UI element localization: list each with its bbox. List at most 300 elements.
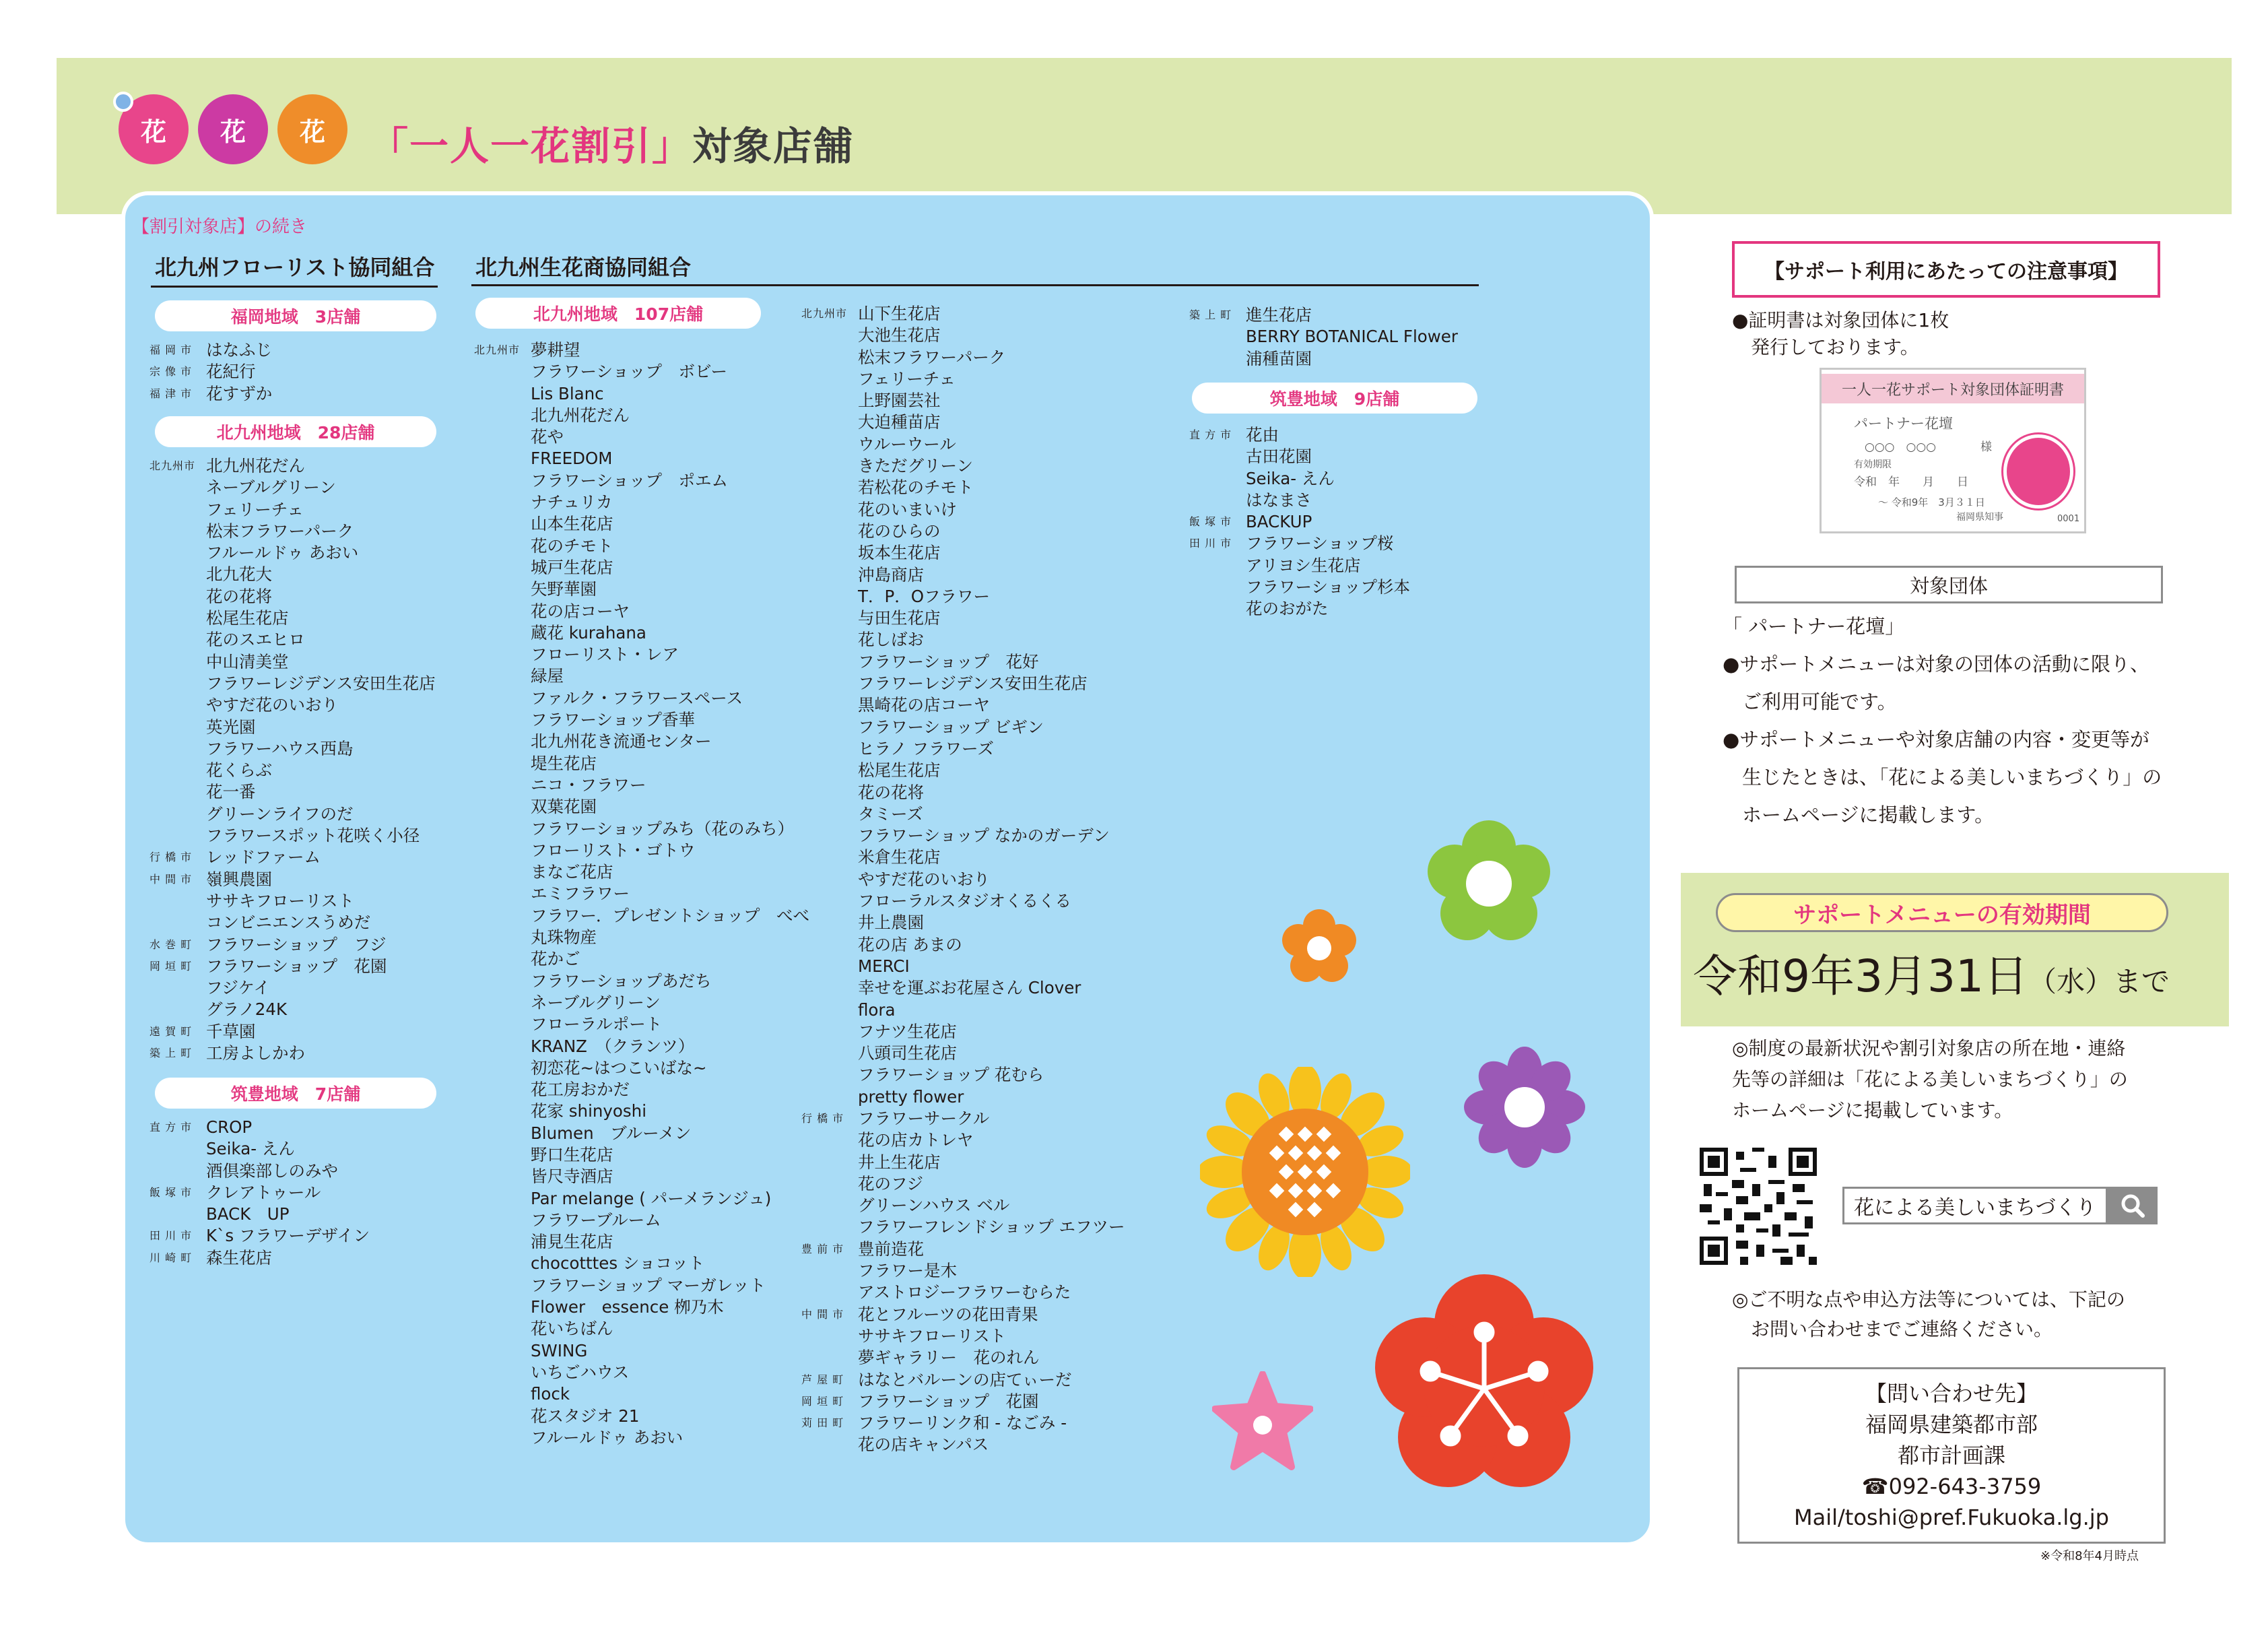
- shop-name: 花や: [531, 427, 564, 447]
- shop-name: Lis Blanc: [531, 383, 604, 403]
- shop-row: [474, 731, 809, 752]
- shop-name: 松尾生花店: [206, 608, 289, 628]
- shop-row: [801, 1173, 1125, 1195]
- shop-row: [801, 999, 1125, 1021]
- shop-name: 進生花店: [1246, 305, 1312, 325]
- shop-name: 花の店 あまの: [858, 934, 962, 954]
- city-label: 行 橋 市: [801, 1111, 844, 1125]
- shop-name: やすだ花のいおり: [206, 695, 338, 715]
- shop-row: [474, 1057, 809, 1079]
- shop-row: [801, 1195, 1125, 1216]
- shop-row: [1189, 326, 1458, 348]
- shop-name: グリーンライフのだ: [206, 803, 354, 824]
- shop-row: [801, 434, 1125, 455]
- group-title-seika: 北九州生花商協同組合: [475, 255, 692, 280]
- shop-row: [149, 781, 436, 803]
- shop-name: まなご花店: [531, 862, 613, 882]
- shop-name: 幸せを運ぶお花屋さん Clover: [858, 978, 1081, 998]
- notice-text: ●証明書は対象団体に1枚 発行しております。: [1732, 309, 1949, 358]
- shop-row: [149, 890, 436, 912]
- city-label: 中 間 市: [801, 1307, 844, 1321]
- search-input[interactable]: 花による美しいまちづくり: [1842, 1187, 2108, 1224]
- shop-row: [474, 775, 809, 796]
- pink-star-flower-icon: [1212, 1371, 1313, 1472]
- certificate-seal-logo: [2003, 434, 2073, 508]
- shop-name: 千草園: [206, 1021, 256, 1041]
- shop-name: 松末フラワーパーク: [858, 347, 1006, 367]
- shop-row: [474, 818, 809, 840]
- shop-row: [801, 586, 1125, 607]
- shop-row: [801, 390, 1125, 412]
- city-label: 田 川 市: [1189, 537, 1232, 550]
- shop-name: 花いちばん: [531, 1319, 613, 1339]
- shop-row: [801, 477, 1125, 498]
- group-rule: [471, 284, 1479, 286]
- shop-row: [474, 1014, 809, 1035]
- shop-name: 花の店カトレヤ: [858, 1130, 974, 1150]
- shop-list-fukuoka: [149, 339, 272, 405]
- region-chikuho: 筑豊地域 7店舗: [155, 1078, 436, 1109]
- shop-name: 皆尺寺酒店: [531, 1167, 613, 1187]
- shop-row: [801, 542, 1125, 564]
- purple-flower-icon: [1461, 1045, 1588, 1169]
- shop-name: フラワーレジデンス安田生花店: [858, 674, 1088, 694]
- shop-name: フラワーショップ 花園: [858, 1391, 1039, 1411]
- shop-name: フェリーチェ: [858, 368, 956, 389]
- city-label: 北九州市: [149, 459, 196, 472]
- certificate-sample: [1820, 368, 2086, 533]
- shop-name: フローラルポート: [531, 1014, 663, 1035]
- shop-name: フラワーレジデンス安田生花店: [206, 673, 436, 693]
- shop-name: Seika- えん: [1246, 468, 1335, 488]
- shop-name: アリヨシ生花店: [1246, 555, 1361, 575]
- shop-row: [474, 992, 809, 1014]
- shop-name: 花一番: [206, 782, 256, 802]
- city-label: 宗 像 市: [149, 365, 193, 379]
- shop-row: [474, 796, 809, 818]
- shop-row: [474, 1406, 809, 1427]
- latest-info-text: ◎制度の最新状況や割引対象店の所在地・連絡 先等の詳細は「花による美しいまちづくり」の ホームページに掲載しています。: [1732, 1037, 2128, 1121]
- shop-row: [801, 1043, 1125, 1064]
- city-label: 芦 屋 町: [801, 1373, 844, 1386]
- shop-row: [474, 1253, 809, 1274]
- shop-row: [474, 426, 809, 448]
- shop-row: [149, 1117, 370, 1138]
- shop-name: flora: [858, 999, 896, 1020]
- shop-name: 花スタジオ 21: [531, 1406, 640, 1426]
- shop-name: フラワーショップ ビギン: [858, 717, 1044, 737]
- shop-name: レッドファーム: [206, 847, 321, 867]
- shop-row: [149, 738, 436, 760]
- shop-row: [474, 948, 809, 970]
- shop-name: 古田花園: [1246, 447, 1312, 467]
- shop-name: flock: [531, 1384, 570, 1404]
- shop-row: [801, 455, 1125, 477]
- shop-name: 花のひらの: [858, 521, 941, 541]
- shop-row: [1189, 348, 1458, 370]
- shop-row: [801, 1304, 1125, 1325]
- shop-row: [474, 383, 809, 405]
- target-description: 「 パートナー花壇」 ●サポートメニューは対象の団体の活動に限り、 ご利用可能です。 ●サポートメニューや対象店舗の内容・変更等が 生じたときは、「花による美しいまちづくり」の ホームページに掲載します。: [1723, 615, 2162, 826]
- shop-row: [474, 405, 809, 426]
- shop-row: [474, 1362, 809, 1383]
- shop-name: 花かご: [531, 949, 580, 969]
- shop-name: フラワーショップ ボビー: [531, 362, 728, 382]
- shop-row: [474, 927, 809, 948]
- shop-name: 初恋花~はつこいばな~: [531, 1057, 707, 1078]
- shop-row: [801, 1260, 1125, 1282]
- contact-phone[interactable]: ☎092-643-3759: [1861, 1474, 2042, 1499]
- shop-row: [149, 1204, 370, 1225]
- shop-name: フローリスト・ゴトウ: [531, 840, 696, 860]
- shop-name: フラワーサークル: [858, 1108, 990, 1128]
- period-date: 令和9年3月31日（水）まで: [1693, 950, 2170, 1002]
- shop-name: 蔵花 kurahana: [531, 622, 646, 643]
- shop-row: [149, 607, 436, 629]
- shop-list-seika-3: [1189, 304, 1458, 370]
- shop-row: [801, 890, 1125, 912]
- shop-name: 花由: [1246, 425, 1279, 445]
- shop-row: [801, 760, 1125, 781]
- shop-name: Par melange ( パーメランジュ): [531, 1188, 772, 1208]
- shop-row: [801, 977, 1125, 999]
- shop-name: 野口生花店: [531, 1144, 613, 1164]
- shop-name: フローラルスタジオくるくる: [858, 891, 1072, 911]
- shop-name: フラワーショップ 花好: [858, 651, 1039, 671]
- shop-row: [474, 535, 809, 557]
- shop-name: 坂本生花店: [858, 543, 941, 563]
- shop-name: 花のフジ: [858, 1173, 924, 1193]
- shop-row: [801, 934, 1125, 956]
- shop-row: [474, 361, 809, 383]
- shop-name: 井上農園: [858, 913, 924, 933]
- shop-row: [474, 513, 809, 535]
- shop-row: [1189, 468, 1410, 490]
- shop-row: [474, 601, 809, 622]
- region-seika-chikuho: 筑豊地域 9店舗: [1192, 383, 1477, 414]
- shop-name: 若松花のチモト: [858, 478, 974, 498]
- shop-row: [801, 1239, 1125, 1260]
- shop-name: 花くらぶ: [206, 760, 272, 781]
- shop-row: [801, 847, 1125, 868]
- shop-row: [801, 694, 1125, 716]
- contact-box: [1737, 1367, 2166, 1544]
- shop-row: [474, 492, 809, 513]
- shop-row: [149, 847, 436, 868]
- shop-row: [149, 499, 436, 521]
- shop-row: [801, 412, 1125, 433]
- shop-name: 嶺興農園: [206, 869, 272, 889]
- shop-row: [474, 1188, 809, 1210]
- shop-name: フラワーショップ フジ: [206, 934, 387, 954]
- shop-name: フルールドゥ あおい: [531, 1427, 683, 1447]
- target-title: 対象団体: [1735, 566, 2163, 603]
- shop-row: [1189, 446, 1410, 467]
- certificate-partner: パートナー花壇: [1854, 416, 1953, 432]
- shop-row: [474, 1340, 809, 1362]
- shop-row: [1189, 304, 1458, 326]
- shop-name: フェリーチェ: [206, 499, 304, 519]
- shop-row: [474, 971, 809, 992]
- search-button[interactable]: [2108, 1187, 2158, 1224]
- shop-name: フラワースポット花咲く小径: [206, 826, 420, 846]
- shop-name: 浦種苗園: [1246, 348, 1312, 368]
- shop-row: [149, 825, 436, 847]
- shop-row: [149, 542, 436, 564]
- shop-name: 花のチモト: [531, 535, 613, 556]
- shop-name: 八頭司生花店: [858, 1043, 957, 1063]
- shop-row: [474, 470, 809, 492]
- city-label: 豊 前 市: [801, 1242, 844, 1255]
- shop-name: MERCI: [858, 956, 910, 976]
- certificate-number: 0001: [2057, 514, 2080, 524]
- shop-row: [149, 564, 436, 585]
- shop-name: 花の花将: [206, 586, 272, 606]
- shop-row: [149, 803, 436, 825]
- shop-name: ネーブルグリーン: [531, 992, 661, 1012]
- city-label: 中 間 市: [149, 872, 193, 886]
- shop-row: [1189, 533, 1410, 554]
- certificate-name-placeholder: ○○○ ○○○: [1865, 440, 1937, 454]
- logo-group: [119, 94, 347, 164]
- group-title-florist: 北九州フローリスト協同組合: [155, 255, 435, 280]
- shop-row: [474, 753, 809, 775]
- shop-name: chocotttes ショコット: [531, 1253, 705, 1274]
- shop-name: フラワーショップ香華: [531, 710, 696, 730]
- contact-section: 都市計画課: [1897, 1443, 2005, 1468]
- shop-row: [149, 869, 436, 890]
- region-kitakyushu: 北九州地域 28店舗: [155, 416, 436, 447]
- contact-department: 福岡県建築都市部: [1865, 1412, 2038, 1437]
- as-of-note: ※令和8年4月時点: [2040, 1549, 2139, 1563]
- shop-row: [801, 825, 1125, 847]
- shop-row: [1189, 490, 1410, 511]
- shop-name: フラワーショップ ポエム: [531, 470, 729, 490]
- shop-row: [149, 999, 436, 1020]
- shop-row: [801, 1108, 1125, 1129]
- shop-row: [801, 303, 1125, 325]
- city-label: 直 方 市: [1189, 428, 1232, 441]
- shop-row: [801, 1347, 1125, 1369]
- city-label: 築 上 町: [1189, 308, 1232, 321]
- shop-row: [474, 1144, 809, 1166]
- shop-list-seika-chikuho: [1189, 424, 1410, 620]
- shop-name: 酒倶楽部しのみや: [206, 1160, 338, 1181]
- shop-name: ファルク・フラワースペース: [531, 688, 743, 708]
- shop-row: [801, 673, 1125, 694]
- region-seika-kitakyushu: 北九州地域 107店舗: [475, 298, 761, 329]
- shop-row: [801, 368, 1125, 390]
- shop-row: [149, 1225, 370, 1247]
- shop-name: 夢ギャラリー 花のれん: [858, 1348, 1040, 1368]
- shop-name: ネーブルグリーン: [206, 478, 336, 498]
- shop-row: [801, 325, 1125, 346]
- shop-row: [1189, 511, 1410, 533]
- shop-row: [801, 912, 1125, 933]
- city-label: 行 橋 市: [149, 851, 193, 864]
- shop-row: [149, 673, 436, 694]
- orange-flower-icon: [1281, 908, 1358, 985]
- shop-row: [474, 1231, 809, 1253]
- shop-row: [801, 1412, 1125, 1434]
- shop-row: [1189, 555, 1410, 577]
- shop-name: SWING: [531, 1340, 588, 1360]
- shop-row: [801, 869, 1125, 890]
- shop-row: [1189, 577, 1410, 598]
- shop-name: 豊前造花: [858, 1239, 924, 1259]
- shop-name: フラワーフレンドショップ エフツー: [858, 1217, 1125, 1237]
- shop-name: 松尾生花店: [858, 760, 941, 781]
- shop-row: [149, 1138, 370, 1160]
- shop-row: [801, 499, 1125, 521]
- shop-row: [801, 782, 1125, 803]
- shop-name: 北九州花だん: [206, 456, 305, 475]
- shop-name: 花のいまいけ: [858, 499, 957, 519]
- shop-row: [474, 1383, 809, 1405]
- city-label: 北九州市: [801, 307, 848, 320]
- logo-ichinin-ikka-orange: 花: [277, 94, 347, 164]
- shop-row: [149, 977, 436, 999]
- shop-name: クレアトゥール: [206, 1182, 321, 1202]
- shop-name: 花すずか: [206, 383, 273, 403]
- shop-name: 大迫種苗店: [858, 412, 941, 432]
- shop-name: 花の店キャンパス: [858, 1435, 989, 1455]
- certificate-sama: 様: [1980, 440, 1992, 454]
- shop-row: [149, 629, 436, 651]
- shop-row: [801, 1216, 1125, 1238]
- shop-name: フラワーブルーム: [531, 1210, 661, 1230]
- shop-name: フラワーショップ 花むら: [858, 1065, 1044, 1085]
- shop-name: グラノ24K: [206, 999, 288, 1020]
- shop-row: [801, 956, 1125, 977]
- city-label: 田 川 市: [149, 1229, 193, 1243]
- shop-row: [149, 477, 436, 498]
- certificate-valid-from: 令和 年 月 日: [1854, 475, 1968, 489]
- shop-name: 花の店コーヤ: [531, 601, 630, 621]
- shop-row: [801, 651, 1125, 673]
- shop-name: 井上生花店: [858, 1152, 941, 1172]
- shop-row: [474, 665, 809, 687]
- shop-name: アストロジーフラワーむらた: [858, 1282, 1071, 1303]
- shop-name: 中山清美堂: [206, 651, 289, 671]
- shop-row: [474, 622, 809, 644]
- shop-row: [801, 521, 1125, 542]
- shop-row: [149, 383, 272, 405]
- shop-name: 北九州花だん: [531, 405, 630, 425]
- shop-name: タミーズ: [858, 803, 923, 824]
- contact-title: 【問い合わせ先】: [1865, 1381, 2038, 1406]
- shop-name: エミフラワー: [531, 884, 630, 904]
- shop-name: ナチュリカ: [531, 492, 613, 513]
- shop-row: [474, 1275, 809, 1296]
- shop-name: 松末フラワーパーク: [206, 521, 354, 541]
- shop-row: [801, 803, 1125, 825]
- shop-name: はなとバルーンの店てぃーだ: [858, 1369, 1072, 1389]
- city-label: 苅 田 町: [801, 1416, 844, 1430]
- group-rule: [151, 286, 438, 288]
- shop-row: [149, 651, 436, 673]
- shop-list-seika-2: [801, 303, 1125, 1456]
- shop-row: [149, 956, 436, 977]
- shop-name: 花工房おかだ: [531, 1080, 630, 1100]
- city-label: 直 方 市: [149, 1121, 193, 1134]
- shop-row: [474, 1427, 809, 1449]
- shop-row: [801, 738, 1125, 760]
- shop-name: BERRY BOTANICAL Flower: [1246, 327, 1458, 347]
- shop-row: [801, 1391, 1125, 1412]
- shop-name: FREEDOM: [531, 449, 613, 469]
- shop-row: [474, 1210, 809, 1231]
- shop-name: フローリスト・レア: [531, 645, 679, 665]
- shop-name: 双葉花園: [531, 797, 597, 817]
- shop-name: 花しばお: [858, 630, 924, 650]
- shop-row: [149, 1182, 370, 1204]
- shop-name: ニコ・フラワー: [531, 775, 646, 795]
- shop-name: フラワーショップあだち: [531, 971, 712, 991]
- shop-row: [474, 1036, 809, 1057]
- city-label: 福 岡 市: [149, 343, 193, 356]
- shop-row: [474, 339, 809, 361]
- shop-row: [1189, 598, 1410, 620]
- shop-row: [149, 934, 436, 956]
- shop-name: 森生花店: [206, 1247, 272, 1268]
- shop-name: ヒラノ フラワーズ: [858, 738, 994, 758]
- shop-name: フラワーハウス西島: [206, 738, 354, 758]
- shop-name: フラワーショップみち（花のみち）: [531, 818, 795, 839]
- shop-name: やすだ花のいおり: [858, 869, 990, 889]
- certificate-title: 一人一花サポート対象団体証明書: [1822, 374, 2084, 403]
- city-label: 福 津 市: [149, 387, 193, 400]
- shop-name: フラワーショップ マーガレット: [531, 1275, 766, 1295]
- shop-name: はなふじ: [206, 340, 272, 360]
- shop-name: CROP: [206, 1117, 253, 1137]
- shop-row: [474, 840, 809, 861]
- shop-row: [474, 644, 809, 665]
- shop-name: 工房よしかわ: [206, 1043, 305, 1063]
- city-label: 飯 塚 市: [1189, 515, 1232, 529]
- shop-name: Flower essence 栁乃木: [531, 1297, 724, 1317]
- shop-name: 沖島商店: [858, 564, 924, 585]
- shop-name: 山下生花店: [858, 304, 941, 323]
- shop-name: フナツ生花店: [858, 1021, 957, 1041]
- shop-name: 城戸生花店: [531, 557, 613, 577]
- shop-name: 山本生花店: [531, 514, 613, 534]
- shop-name: 北九花大: [206, 564, 272, 585]
- shop-row: [474, 1101, 809, 1122]
- shop-name: 米倉生花店: [858, 847, 941, 867]
- shop-row: [149, 912, 436, 933]
- city-label: 築 上 町: [149, 1047, 193, 1060]
- shop-name: 与田生花店: [858, 608, 941, 628]
- shop-row: [801, 564, 1125, 586]
- shop-name: KRANZ （クランツ）: [531, 1036, 695, 1056]
- shop-name: pretty flower: [858, 1086, 964, 1107]
- shop-row: [474, 1296, 809, 1318]
- shop-name: フラワー是木: [858, 1261, 957, 1281]
- shop-name: コンビニエンスうめだ: [206, 913, 371, 933]
- shop-row: [149, 717, 436, 738]
- shop-row: [474, 1318, 809, 1340]
- qr-code-icon[interactable]: [1698, 1148, 1818, 1265]
- shop-row: [801, 347, 1125, 368]
- logo-ichinin-ikka-pink: 花: [119, 94, 189, 164]
- shop-row: [801, 1434, 1125, 1455]
- shop-name: フラワーショップ なかのガーデン: [858, 826, 1110, 846]
- shop-row: [474, 688, 809, 709]
- contact-mail[interactable]: Mail/toshi@pref.Fukuoka.lg.jp: [1794, 1505, 2109, 1530]
- region-fukuoka: 福岡地域 3店舗: [155, 300, 436, 331]
- city-label: 岡 垣 町: [149, 959, 193, 973]
